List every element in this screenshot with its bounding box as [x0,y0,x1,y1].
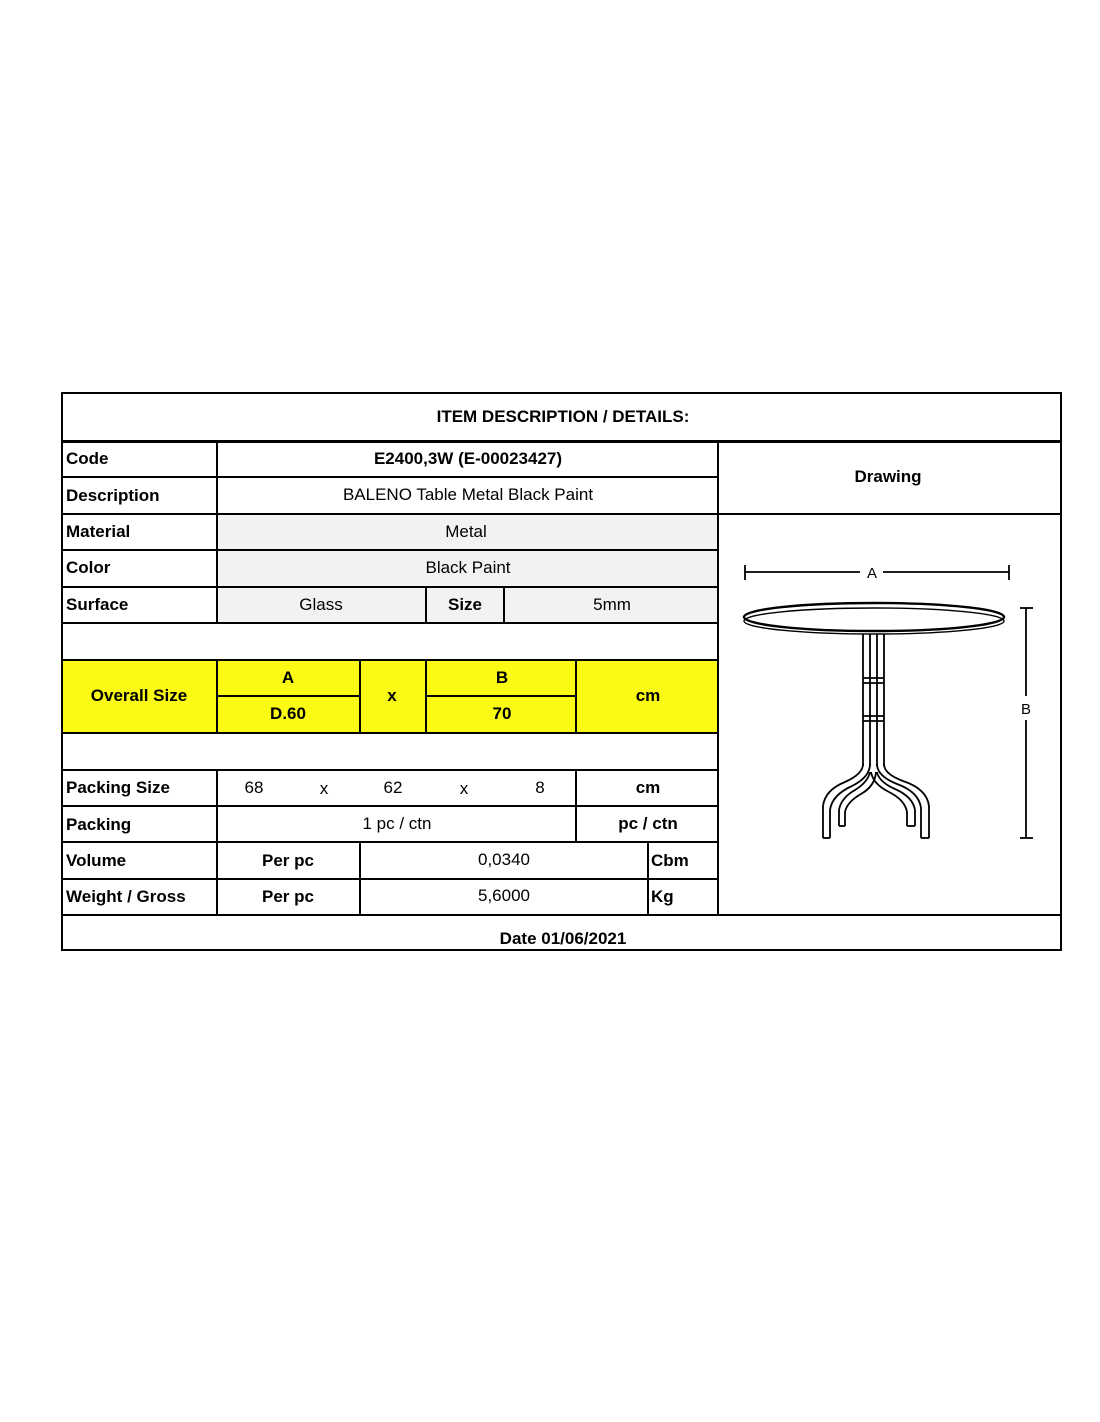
overall-size-b-header: B [495,668,509,687]
table-leg-icon [830,764,870,838]
color-value: Black Paint [425,558,511,577]
packing-size-height: 8 [535,778,545,797]
overall-size-a-value: D.60 [270,704,306,723]
packing-unit: pc / ctn [618,814,678,833]
drawing-label: Drawing [854,467,922,486]
overall-size-times: x [387,686,397,705]
weight-unit: Kg [651,887,674,906]
surface-label: Surface [66,595,129,614]
overall-size-a-header: A [281,668,295,687]
overall-size-unit: cm [635,686,661,705]
packing-size-width: 62 [383,778,403,797]
weight-label: Weight / Gross [66,887,186,906]
date: Date 01/06/2021 [499,929,627,948]
overall-size-label: Overall Size [90,686,188,705]
color-label: Color [66,558,111,577]
size-value: 5mm [593,595,631,614]
table-leg-icon [884,764,929,838]
table-top-icon [744,603,1004,631]
material-label: Material [66,522,131,541]
size-label: Size [447,595,483,614]
surface-value: Glass [299,595,343,614]
packing-size-length: 68 [244,778,264,797]
code-label: Code [66,449,109,468]
material-value: Metal [445,522,487,541]
packing-size-times: x [319,779,329,798]
sheet-title: ITEM DESCRIPTION / DETAILS: [436,407,690,426]
packing-label: Packing [66,815,132,834]
packing-size-times: x [459,779,469,798]
dimension-a-label: A [866,565,878,582]
item-details-sheet [61,392,1062,951]
volume-per: Per pc [262,851,314,870]
dimension-b-label: B [1020,701,1032,718]
weight-value: 5,6000 [478,886,530,905]
volume-value: 0,0340 [478,850,530,869]
overall-size-b-value: 70 [492,704,512,723]
table-drawing [63,394,1062,949]
code-value: E2400,3W (E-00023427) [373,449,563,468]
volume-unit: Cbm [651,851,689,870]
packing-size-unit: cm [635,778,661,797]
description-value: BALENO Table Metal Black Paint [342,485,594,504]
description-label: Description [66,486,160,505]
table-leg-icon [877,764,921,838]
table-leg-icon [877,772,915,826]
packing-size-label: Packing Size [66,778,170,797]
weight-per: Per pc [262,887,314,906]
packing-value: 1 pc / ctn [362,814,432,833]
volume-label: Volume [66,851,127,870]
